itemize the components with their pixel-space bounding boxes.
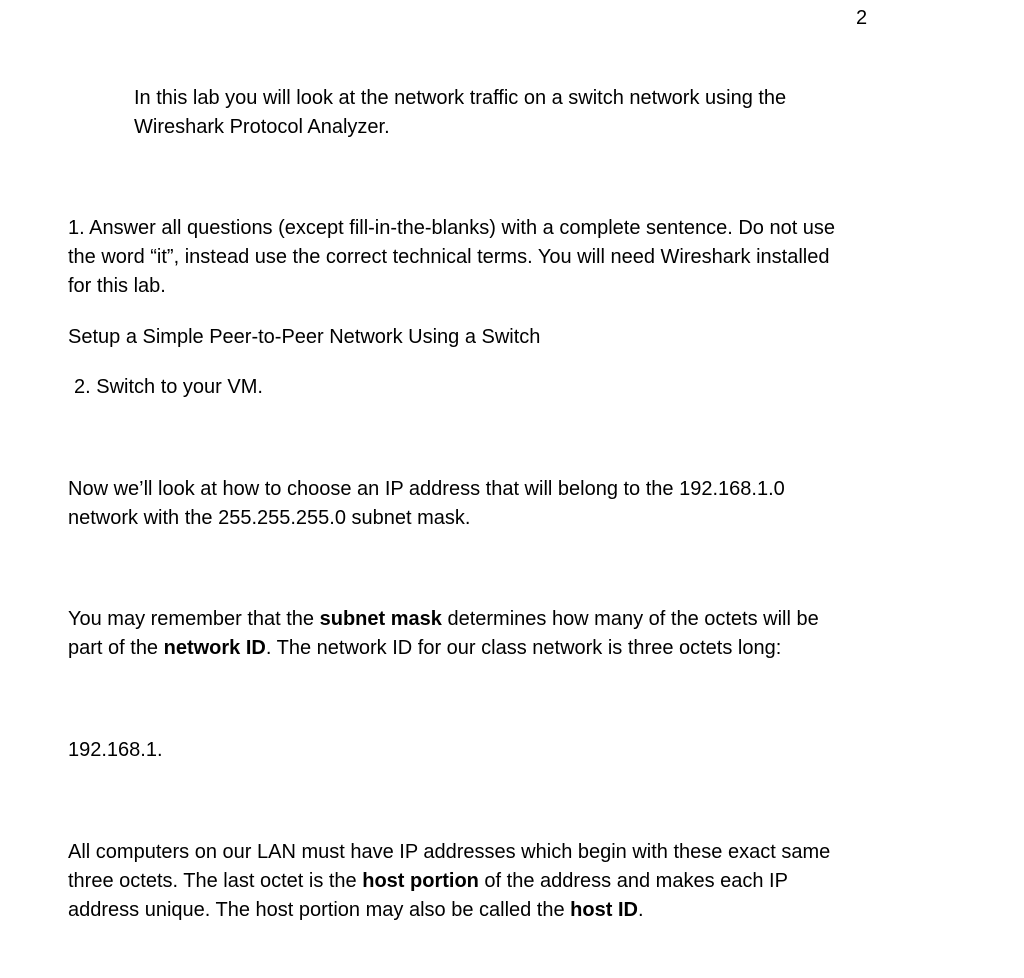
ip-intro-line-2: network with the 255.255.255.0 subnet mask. (68, 507, 471, 529)
step-1-paragraph (68, 214, 928, 301)
lan-text-2b: of the address and makes each IP (478, 870, 788, 892)
host-portion-term: host portion (362, 870, 479, 892)
lan-paragraph (68, 838, 928, 925)
subnet-text-2a: part of the (68, 637, 164, 659)
lan-line-1: All computers on our LAN must have IP addresses which begin with these exact same (68, 841, 831, 863)
subnet-mask-term: subnet mask (319, 608, 442, 630)
lan-text-2a: three octets. The last octet is the (68, 870, 363, 892)
ip-intro-line-1: Now we’ll look at how to choose an IP address that will belong to the 192.168.1.0 (68, 478, 785, 500)
section-heading: Setup a Simple Peer-to-Peer Network Using a Switch (68, 326, 541, 348)
step-2-paragraph: 2. Switch to your VM. (74, 376, 263, 398)
step-1-line-3: for this lab. (68, 275, 166, 297)
step-1-line-2: the word “it”, instead use the correct technical terms. You will need Wireshark installed (68, 246, 830, 268)
subnet-paragraph (68, 605, 928, 663)
page-number: 2 (856, 7, 868, 29)
subnet-text-1a: You may remember that the (68, 608, 320, 630)
intro-paragraph (134, 84, 934, 142)
network-id-term: network ID (163, 637, 266, 659)
host-id-term: host ID (570, 899, 638, 921)
lan-text-3a: address unique. The host portion may also be called the (68, 899, 571, 921)
intro-line-2: Wireshark Protocol Analyzer. (134, 116, 390, 138)
ip-intro-paragraph (68, 475, 928, 533)
step-1-line-1: 1. Answer all questions (except fill-in-the-blanks) with a complete sentence. Do not use (68, 217, 836, 239)
subnet-text-1b: determines how many of the octets will be (441, 608, 819, 630)
network-id-value: 192.168.1. (68, 739, 163, 761)
lan-text-3b: . (637, 899, 644, 921)
intro-line-1: In this lab you will look at the network traffic on a switch network using the (134, 87, 787, 109)
subnet-text-2b: . The network ID for our class network is three octets long: (265, 637, 782, 659)
